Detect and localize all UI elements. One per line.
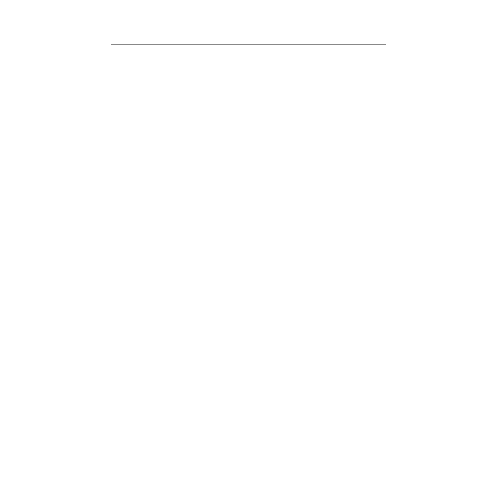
header-rule [111,44,386,45]
